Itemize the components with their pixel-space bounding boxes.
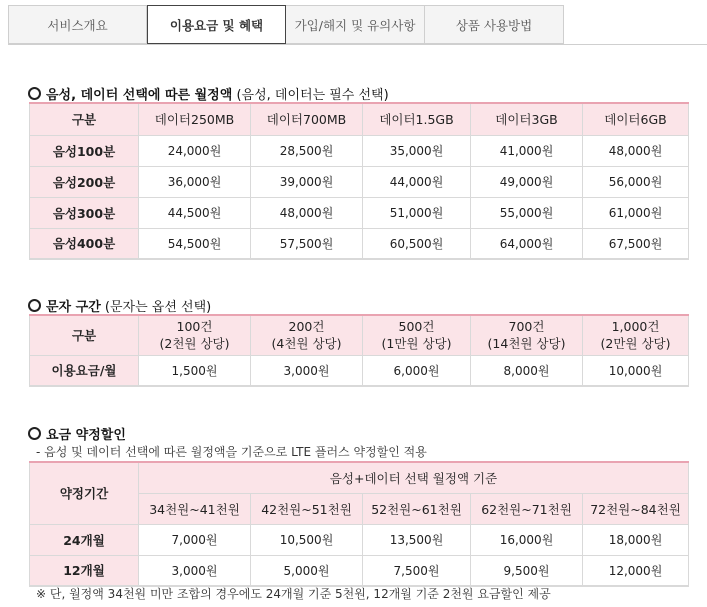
header-cell: 데이터1.5GB [363, 103, 471, 135]
table-cell: 16,000원 [471, 524, 583, 555]
header-line: 1,000건 [611, 319, 660, 335]
table-cell: 7,000원 [139, 524, 251, 555]
table-cell: 1,500원 [139, 355, 251, 386]
table-cell: 3,000원 [251, 355, 363, 386]
tab-usage-guide[interactable]: 상품 사용방법 [425, 5, 564, 44]
circle-bullet-icon [28, 299, 41, 312]
header-cell: 34천원~41천원 [139, 493, 251, 524]
table-cell: 48,000원 [251, 197, 363, 228]
row-label: 음성300분 [30, 197, 139, 228]
table-group-header-row [30, 462, 689, 493]
table-cell: 60,500원 [363, 228, 471, 259]
section1-subtitle: (음성, 데이터는 필수 선택) [236, 88, 389, 103]
header-line: 700건 [508, 319, 545, 335]
header-line: 500건 [398, 319, 435, 335]
row-label: 음성100분 [30, 135, 139, 166]
table-cell: 55,000원 [471, 197, 583, 228]
circle-bullet-icon [28, 87, 41, 100]
table-cell: 10,000원 [583, 355, 689, 386]
table-cell: 3,000원 [139, 555, 251, 586]
table-cell: 51,000원 [363, 197, 471, 228]
row-label: 12개월 [30, 555, 139, 586]
table-cell: 56,000원 [583, 166, 689, 197]
header-cell: 42천원~51천원 [251, 493, 363, 524]
circle-bullet-icon [28, 427, 41, 440]
row-label: 음성400분 [30, 228, 139, 259]
tab-service-overview[interactable]: 서비스개요 [8, 5, 147, 44]
tab-bar [8, 5, 564, 44]
footnote: ※ 단, 월정액 34천원 미만 조합의 경우에도 24개월 기준 5천원, 12개월 기준 2천원 요금할인 제공 [36, 587, 551, 601]
header-line: (1만원 상당) [381, 336, 452, 352]
section1-title: 음성, 데이터 선택에 따른 월정액 [46, 88, 233, 103]
table-header-row [30, 315, 689, 355]
header-line: 100건 [176, 319, 213, 335]
header-cell [363, 315, 471, 355]
table-cell: 49,000원 [471, 166, 583, 197]
table-cell: 9,500원 [471, 555, 583, 586]
section3-title: 요금 약정할인 [46, 428, 126, 443]
header-line: (4천원 상당) [271, 336, 342, 352]
table-cell: 18,000원 [583, 524, 689, 555]
table-cell: 7,500원 [363, 555, 471, 586]
table-cell: 64,000원 [471, 228, 583, 259]
table-cell: 12,000원 [583, 555, 689, 586]
table-cell: 28,500원 [251, 135, 363, 166]
table-row [30, 197, 689, 228]
tab-join-cancel-notes[interactable]: 가입/해지 및 유의사항 [286, 5, 425, 44]
table-cell: 41,000원 [471, 135, 583, 166]
tab-pricing-benefits[interactable]: 이용요금 및 혜택 [147, 5, 286, 44]
table-cell: 35,000원 [363, 135, 471, 166]
table-cell: 39,000원 [251, 166, 363, 197]
header-cell: 72천원~84천원 [583, 493, 689, 524]
header-cell: 데이터250MB [139, 103, 251, 135]
tab-divider [8, 44, 707, 45]
header-cell: 62천원~71천원 [471, 493, 583, 524]
table-cell: 61,000원 [583, 197, 689, 228]
row-label: 이용요금/월 [30, 355, 139, 386]
group-header-cell: 음성+데이터 선택 월정액 기준 [139, 462, 689, 493]
table-row [30, 228, 689, 259]
section1-heading [28, 84, 389, 103]
table-row [30, 555, 689, 586]
table-cell: 8,000원 [471, 355, 583, 386]
table-cell: 24,000원 [139, 135, 251, 166]
header-cell: 약정기간 [30, 462, 139, 524]
header-line: (2만원 상당) [600, 336, 671, 352]
table-cell: 67,500원 [583, 228, 689, 259]
discount-table [29, 461, 689, 587]
table-cell: 54,500원 [139, 228, 251, 259]
header-line: (14천원 상당) [487, 336, 566, 352]
header-cell [251, 315, 363, 355]
table-header-row [30, 103, 689, 135]
header-cell [471, 315, 583, 355]
table-cell: 57,500원 [251, 228, 363, 259]
table-cell: 36,000원 [139, 166, 251, 197]
row-label: 24개월 [30, 524, 139, 555]
header-line: (2천원 상당) [159, 336, 230, 352]
table-row [30, 135, 689, 166]
table-row [30, 524, 689, 555]
header-line: 200건 [288, 319, 325, 335]
header-cell: 구분 [30, 103, 139, 135]
header-cell: 52천원~61천원 [363, 493, 471, 524]
header-cell [583, 315, 689, 355]
header-cell: 데이터6GB [583, 103, 689, 135]
header-cell: 데이터700MB [251, 103, 363, 135]
table-cell: 44,000원 [363, 166, 471, 197]
header-cell: 데이터3GB [471, 103, 583, 135]
table-row [30, 166, 689, 197]
section3-note: - 음성 및 데이터 선택에 따른 월정액을 기준으로 LTE 플러스 약정할인 적용 [36, 445, 427, 459]
table-cell: 6,000원 [363, 355, 471, 386]
sms-table [29, 314, 689, 387]
header-cell [139, 315, 251, 355]
header-cell: 구분 [30, 315, 139, 355]
section2-title: 문자 구간 [46, 300, 101, 315]
table-cell: 10,500원 [251, 524, 363, 555]
table-cell: 5,000원 [251, 555, 363, 586]
table-cell: 48,000원 [583, 135, 689, 166]
section3-heading [28, 424, 126, 443]
row-label: 음성200분 [30, 166, 139, 197]
section2-subtitle: (문자는 옵션 선택) [104, 300, 212, 315]
monthly-fee-table [29, 102, 689, 260]
table-row [30, 355, 689, 386]
table-cell: 13,500원 [363, 524, 471, 555]
table-cell: 44,500원 [139, 197, 251, 228]
section2-heading [28, 296, 211, 315]
